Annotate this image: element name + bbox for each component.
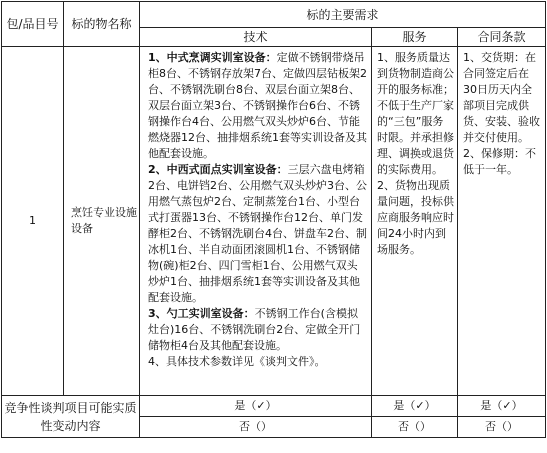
service-item: 2、货物出现质量问题，投标供应商服务响应时间24小时内到场服务。 bbox=[377, 179, 454, 256]
footer-label: 竞争性谈判项目可能实质性变动内容 bbox=[2, 396, 140, 438]
checkmark-icon: ✓ bbox=[502, 399, 512, 412]
table-row bbox=[2, 47, 546, 396]
tech-item bbox=[148, 306, 367, 354]
footer-row-yes bbox=[2, 396, 546, 417]
tech-item-title: 2、中西式面点实训室设备： bbox=[148, 163, 288, 176]
header-tech: 技术 bbox=[140, 28, 372, 47]
option-yes: 是（✓） bbox=[458, 396, 546, 417]
tech-item-body: 定做不锈钢带烧吊柜8台、不锈钢存放架7台、定做四层钻板架2台、不锈钢洗刷台8台、双层台面立架8台、双层台面立架3台、不锈钢操作台6台、不锈钢操作台4台、公用燃气双头炒炉6台、节能燃烧器12台、抽排烟系统1套等实训设备及其他配套设施。 bbox=[148, 51, 367, 160]
cell-service-requirements bbox=[372, 47, 458, 396]
tech-item bbox=[148, 354, 367, 370]
header-contract: 合同条款 bbox=[458, 28, 546, 47]
header-service: 服务 bbox=[372, 28, 458, 47]
tech-item bbox=[148, 162, 367, 306]
checkmark-icon: ✓ bbox=[415, 399, 425, 412]
header-item-name: 标的物名称 bbox=[64, 2, 140, 47]
header-pkg-no: 包/品目号 bbox=[2, 2, 64, 47]
checkmark-icon: ✓ bbox=[256, 399, 266, 412]
contract-item: 2、保修期：不低于一年。 bbox=[463, 147, 536, 176]
tech-item-body: 4、具体技术参数详见《谈判文件》。 bbox=[148, 355, 326, 368]
option-no: 否（） bbox=[140, 417, 372, 438]
option-no: 否（） bbox=[372, 417, 458, 438]
header-main-requirements: 标的主要需求 bbox=[140, 2, 546, 28]
header-row-top bbox=[2, 2, 546, 28]
cell-item-name: 烹饪专业设施设备 bbox=[64, 47, 140, 396]
tech-item-body: 三层六盘电烤箱2台、电饼铛2台、公用燃气双头炒炉3台、公用燃气蒸包炉2台、定制蒸笼台1台、小型台式打蛋器13台、不锈钢操作台12台、单门发酵柜2台、不锈钢洗刷台4台、饼盘车2台、制冰机1台、半自动面团滚圆机1台、不锈钢储物(碗)柜2台、四门雪柜1台、公用燃气双头炒炉1台、抽排烟系统1套等实训设备及其他配套设施。 bbox=[148, 163, 367, 304]
cell-contract-terms bbox=[458, 47, 546, 396]
service-item: 1、服务质量达到货物制造商公开的服务标准；不低于生产厂家的“三包”服务时限。并承担修理、调换或退货的实际费用。 bbox=[377, 51, 454, 176]
cell-tech-requirements bbox=[140, 47, 372, 396]
option-yes: 是（✓） bbox=[372, 396, 458, 417]
tech-item-body: 不锈钢工作台(含模拟灶台)16台、不锈钢洗刷台2台、定做全开门储物柜4台及其他配套设施。 bbox=[148, 307, 361, 352]
contract-item: 1、交货期：在合同签定后在30日历天内全部项目完成供货、安装、验收并交付使用。 bbox=[463, 51, 540, 144]
tech-item bbox=[148, 50, 367, 162]
tech-item-title: 1、中式烹调实训室设备： bbox=[148, 51, 277, 64]
tech-item-title: 3、勺工实训室设备： bbox=[148, 307, 255, 320]
procurement-table bbox=[1, 1, 546, 438]
option-no: 否（） bbox=[458, 417, 546, 438]
cell-pkg-no: 1 bbox=[2, 47, 64, 396]
option-yes: 是（✓） bbox=[140, 396, 372, 417]
